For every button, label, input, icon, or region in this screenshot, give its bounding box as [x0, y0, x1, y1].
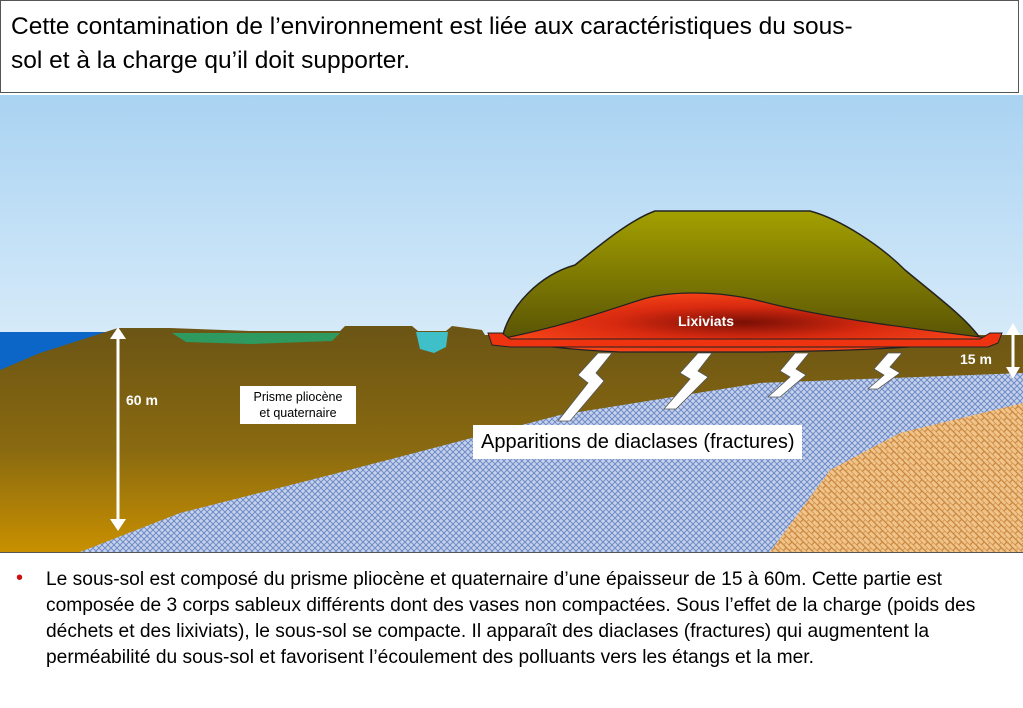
title-box	[0, 0, 1019, 93]
label-lixiviats: Lixiviats	[678, 313, 735, 329]
label-prisme-line-1: Prisme pliocène	[253, 390, 343, 404]
explanation-box	[0, 552, 1023, 708]
cross-section-svg	[0, 95, 1023, 552]
cross-section-diagram	[0, 95, 1023, 552]
label-diaclases: Apparitions de diaclases (fractures)	[473, 425, 802, 459]
bullet-marker: •	[16, 567, 24, 589]
label-60m: 60 m	[126, 392, 158, 408]
title-line-2: sol et à la charge qu’il doit supporter.	[11, 47, 411, 74]
label-prisme	[240, 386, 356, 424]
title-line-1: Cette contamination de l’environnement est liée aux caractéristiques du sous-	[11, 13, 853, 40]
label-prisme-line-2: et quaternaire	[259, 406, 337, 420]
label-15m: 15 m	[960, 351, 992, 367]
explanation-paragraph: Le sous-sol est composé du prisme pliocène et quaternaire d’une épaisseur de 15 à 60m. Cette partie est composée de 3 corps sableux différents dont des vases non compactées. Sous l’effet de la charge (poids des déchets et des lixiviats), le sous-sol se compacte. Il apparaît des diaclases (fractures) qui augmentent la perméabilité du sous-sol et favorisent l’écoulement des polluants vers les étangs et la mer.	[46, 569, 976, 668]
